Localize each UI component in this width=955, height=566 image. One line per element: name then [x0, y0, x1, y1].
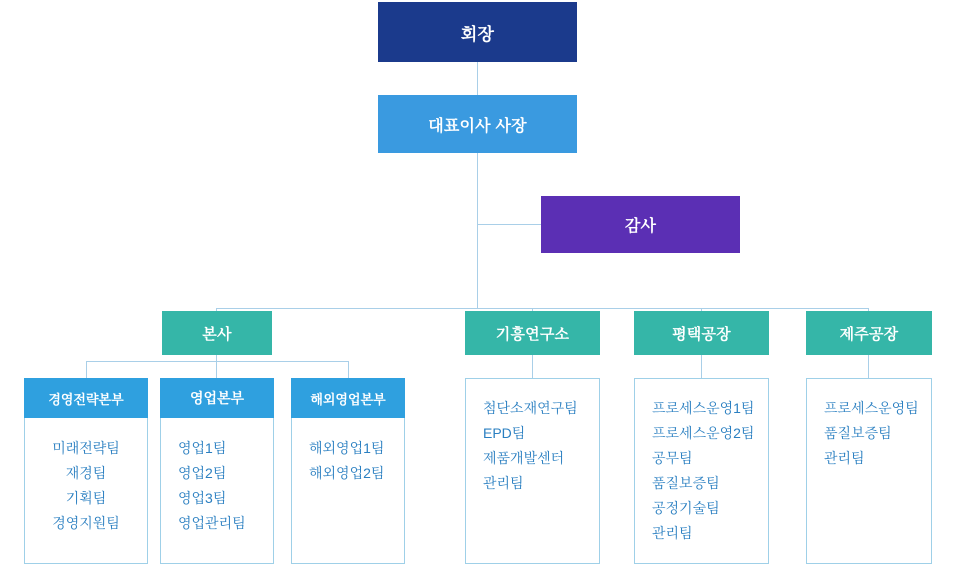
- connector-honsa-bus: [86, 361, 348, 362]
- connector-pyeongtaek-down: [701, 355, 702, 378]
- leaf-item: 품질보증팀: [652, 475, 720, 491]
- leaf-item: 품질보증팀: [824, 425, 892, 441]
- leaf-item: 해외영업1팀: [309, 440, 385, 456]
- node-chairman[interactable]: [378, 2, 577, 62]
- leaf-list-overseas-sales: [291, 436, 405, 486]
- group-head-sales-label: 영업본부: [189, 390, 245, 406]
- leaf-item: 첨단소재연구팀: [483, 400, 578, 416]
- division-pyeongtaek-label: 평택공장: [672, 325, 731, 343]
- leaf-item: 미래전략팀: [52, 440, 120, 456]
- node-audit-label: 감사: [624, 218, 657, 235]
- connector-chairman-ceo: [477, 62, 478, 95]
- connector-audit-branch: [477, 224, 541, 225]
- connector-division-bus: [216, 308, 869, 309]
- leaf-item: 영업관리팀: [178, 515, 246, 531]
- division-jeju[interactable]: [806, 311, 932, 355]
- group-head-overseas-sales[interactable]: [291, 378, 405, 418]
- leaf-item: 재경팀: [65, 465, 107, 481]
- leaf-list-sales: [160, 436, 274, 536]
- leaf-list-giheung: [465, 396, 600, 496]
- group-head-management-strategy-label: 경영전략본부: [48, 391, 124, 407]
- leaf-list-jeju: [806, 396, 932, 471]
- connector-giheung-down: [532, 355, 533, 378]
- division-honsa-label: 본사: [202, 325, 232, 343]
- division-giheung-label: 기흥연구소: [495, 325, 570, 343]
- division-giheung[interactable]: [465, 311, 600, 355]
- leaf-item: 프로세스운영팀: [824, 400, 919, 416]
- division-jeju-label: 제주공장: [839, 325, 899, 343]
- leaf-item: 영업3팀: [178, 490, 227, 506]
- leaf-item: EPD팀: [483, 425, 526, 441]
- connector-honsa-2: [216, 361, 217, 378]
- node-ceo-label: 대표이사 사장: [428, 117, 527, 135]
- division-honsa[interactable]: [162, 311, 272, 355]
- leaf-item: 경영지원팀: [52, 515, 120, 531]
- group-head-management-strategy[interactable]: [24, 378, 148, 418]
- leaf-item: 관리팀: [652, 525, 693, 541]
- leaf-item: 관리팀: [824, 450, 865, 466]
- leaf-item: 해외영업2팀: [309, 465, 385, 481]
- leaf-item: 공정기술팀: [652, 500, 720, 516]
- connector-honsa-1: [86, 361, 87, 378]
- leaf-item: 프로세스운영1팀: [652, 400, 755, 416]
- group-head-sales[interactable]: [160, 378, 274, 418]
- leaf-item: 제품개발센터: [483, 450, 565, 466]
- leaf-list-management-strategy: [24, 436, 148, 536]
- group-head-overseas-sales-label: 해외영업본부: [310, 391, 386, 407]
- leaf-item: 기획팀: [65, 490, 107, 506]
- node-chairman-label: 회장: [460, 24, 495, 44]
- node-ceo[interactable]: [378, 95, 577, 153]
- division-pyeongtaek[interactable]: [634, 311, 769, 355]
- connector-jeju-down: [868, 355, 869, 378]
- leaf-item: 영업1팀: [178, 440, 227, 456]
- leaf-item: 공무팀: [652, 450, 693, 466]
- leaf-item: 영업2팀: [178, 465, 227, 481]
- leaf-item: 프로세스운영2팀: [652, 425, 755, 441]
- leaf-item: 관리팀: [483, 475, 524, 491]
- node-audit[interactable]: [541, 196, 740, 253]
- leaf-list-pyeongtaek: [634, 396, 769, 546]
- connector-ceo-trunk: [477, 153, 478, 308]
- connector-honsa-3: [348, 361, 349, 378]
